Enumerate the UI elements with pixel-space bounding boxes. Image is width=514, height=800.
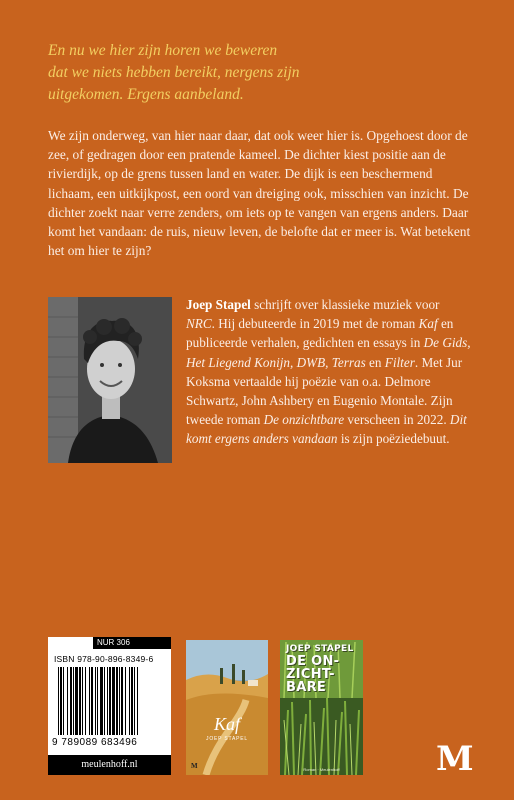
barcode-bar bbox=[112, 667, 115, 735]
bio-text: en publiceerde verhalen, gedichten en essays in bbox=[186, 316, 454, 351]
bio-nrc: NRC bbox=[186, 316, 212, 332]
bio-text: . Hij debuteerde in 2019 met de roman bbox=[211, 316, 419, 332]
kaf-title: Kaf bbox=[213, 714, 240, 734]
barcode-panel bbox=[48, 637, 171, 775]
kaf-landscape-illustration bbox=[186, 640, 268, 775]
barcode-bar bbox=[70, 667, 72, 735]
barcode-bar bbox=[100, 667, 103, 735]
bio-text: is zijn poëziedebuut. bbox=[337, 431, 450, 447]
author-name: Joep Stapel bbox=[186, 297, 251, 312]
bio-debut-title: Dit komt ergens anders vandaan bbox=[186, 412, 467, 447]
barcode-bar bbox=[73, 667, 74, 735]
bio-text: en bbox=[365, 354, 385, 370]
bio-kaf: Kaf bbox=[418, 316, 438, 332]
book-blurb: We zijn onderweg, van hier naar daar, dat ook weer hier is. Opgehoest door de zee, of gedragen door een pratende kameel. De dichter kiest positie aan de rivierdijk, op de grens tussen land en water. De dijk is een beschermend lichaam, een uitkijkpost, een oord van dreiging ook, misschien van inzicht. De dichter zoekt naar verre zenders, om iets op te vangen van ergens anders. Daar komt het vandaan: de ruis, nieuw leven, de belofte dat er meer is. Wat betekent het om hier te zijn? bbox=[48, 128, 471, 259]
back-cover-quote bbox=[48, 40, 468, 106]
publisher-website: meulenhoff.nl bbox=[48, 755, 171, 775]
barcode-bar bbox=[95, 667, 96, 735]
barcode-bar bbox=[121, 667, 123, 735]
bio-onzichtbare: De onzichtbare bbox=[263, 412, 345, 428]
bio-text: . Met Jur Koksma vertaalde hij poëzie van o.a. Delmore Schwartz, John Ashbery en Eugenio Montale. Zijn tweede roman bbox=[186, 354, 463, 428]
barcode-bar bbox=[131, 667, 133, 735]
ean-number: 9 789089 683496 bbox=[52, 737, 138, 748]
cover-de-onzichtbare bbox=[280, 640, 363, 775]
barcode-bar bbox=[91, 667, 93, 735]
onz-title-line: DE ON- bbox=[286, 654, 340, 669]
onz-title-line: JOEP STAPEL bbox=[286, 644, 354, 654]
barcode-bar bbox=[75, 667, 78, 735]
barcode-bars bbox=[58, 667, 162, 735]
barcode-bar bbox=[107, 667, 108, 735]
bio-filter: Filter bbox=[384, 354, 415, 370]
barcode-bar bbox=[85, 667, 86, 735]
barcode-bar bbox=[129, 667, 130, 735]
onz-title-line: BARE bbox=[286, 680, 327, 695]
quote-line-2: dat we niets hebben bereikt, nergens zijn bbox=[48, 64, 300, 81]
barcode-bar bbox=[109, 667, 111, 735]
onzichtbare-title bbox=[286, 644, 358, 694]
barcode-bar bbox=[82, 667, 83, 735]
barcode-bar bbox=[79, 667, 81, 735]
barcode-bar bbox=[137, 667, 138, 735]
barcode-bar bbox=[58, 667, 59, 735]
author-photo bbox=[48, 297, 172, 463]
kaf-publisher-mark: M bbox=[191, 762, 198, 770]
barcode-bar bbox=[125, 667, 126, 735]
bio-text: schrijft over klassieke muziek voor bbox=[250, 297, 440, 312]
quote-line-3: uitgekomen. Ergens aanbeland. bbox=[48, 86, 244, 103]
kaf-author: JOEP STAPEL bbox=[206, 736, 248, 742]
barcode-bar bbox=[104, 667, 105, 735]
onz-title-line: ZICHT- bbox=[286, 667, 335, 682]
bio-text: verscheen in 2022. bbox=[344, 412, 450, 428]
isbn-number: ISBN 978-90-896-8349-6 bbox=[54, 654, 154, 664]
nur-code: NUR 306 bbox=[93, 637, 171, 649]
barcode-bar bbox=[97, 667, 98, 735]
meulenhoff-logo: M bbox=[436, 739, 474, 779]
bio-journals: De Gids, Het Liegend Konijn, DWB, Terras bbox=[186, 335, 471, 370]
barcode-bar bbox=[89, 667, 90, 735]
barcode-bar bbox=[60, 667, 62, 735]
barcode-bar bbox=[63, 667, 64, 735]
barcode-bar bbox=[67, 667, 68, 735]
author-bio bbox=[186, 295, 471, 449]
barcode-bar bbox=[116, 667, 118, 735]
barcode-bar bbox=[119, 667, 120, 735]
quote-line-1: En nu we hier zijn horen we beweren bbox=[48, 42, 278, 59]
barcode-bar bbox=[134, 667, 135, 735]
cover-kaf bbox=[186, 640, 268, 775]
onzichtbare-publisher: Roman · Meulenhoff bbox=[303, 767, 340, 772]
